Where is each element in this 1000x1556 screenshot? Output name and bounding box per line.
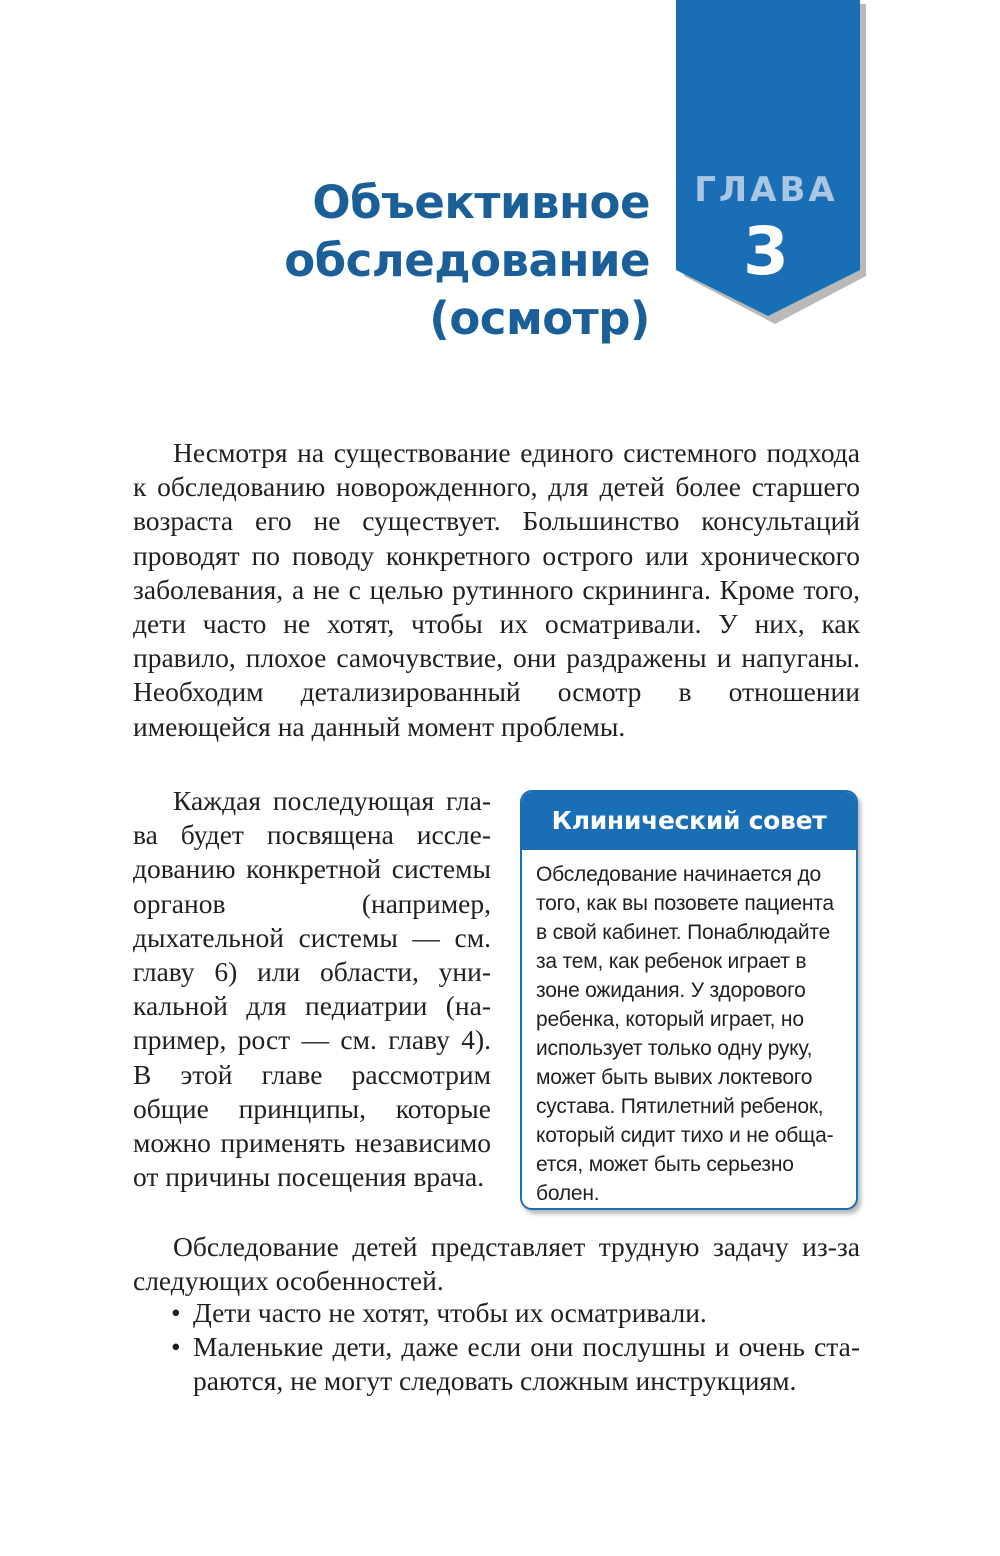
clinical-tip-title: Клинический совет [522,792,856,850]
intro-paragraph: Несмотря на существование единого системного подхода к обследованию новорожденного, для детей более старшего возраста его не существует. Большинство консультаций проводят по поводу конкретного острого или хронического заболевания, а не с целью рутинного скрининга. Кроме того, дети часто не хотят, чтобы их осматривали. У них, как правило, плохое самочувствие, они раздражены и напуганы. Необходим детализированный осмотр в отношении имеющейся на данный момент проблемы. [133,437,860,742]
bullet-icon: • [171,1297,181,1328]
difficulty-paragraph: Обследование детей представляет трудную задачу из-за следующих особенностей. [133,1231,860,1297]
chapter-title-line: (осмотр) [429,292,650,345]
list-item-text: Маленькие дети, даже если они послушны и очень стараются, не могут следовать сложным инструкциям. [193,1331,860,1397]
clinical-tip-text: Обследование начинается до того, как вы позовете пациента в свой кабинет. Понаблюдайте за тем, как ребенок играет в зоне ожидания. У здорового ребенка, который играет, но использует только одну руку, может быть вывих локтевого сустава. Пятилетний ребенок, который сидит тихо и не общается, может быть серьезно болен. [536,863,834,1205]
chapter-badge [676,0,862,322]
chapter-label: ГЛАВА [694,170,838,210]
list-item [133,1330,860,1398]
chapter-title-line: Объективное [312,176,650,229]
list-item-text: Дети часто не хотят, чтобы их осматривали. [193,1297,707,1328]
chapter-title-line: обследование [284,234,650,287]
chapter-title [230,174,650,348]
bullet-icon: • [171,1331,181,1363]
list-item [133,1296,860,1330]
systems-paragraph: Каждая последующая глава будет посвящена исследованию конкретной системы органов (например, дыхательной системы — см. главу 6) или области, уникальной для педиатрии (например, рост — см. главу 4). В этой главе рассмотрим общие принципы, которые можно применять независимо от причины посещения врача. [133,785,491,1193]
clinical-tip-box [520,790,858,1210]
chapter-number: 3 [743,213,789,290]
difficulty-list [133,1296,860,1399]
